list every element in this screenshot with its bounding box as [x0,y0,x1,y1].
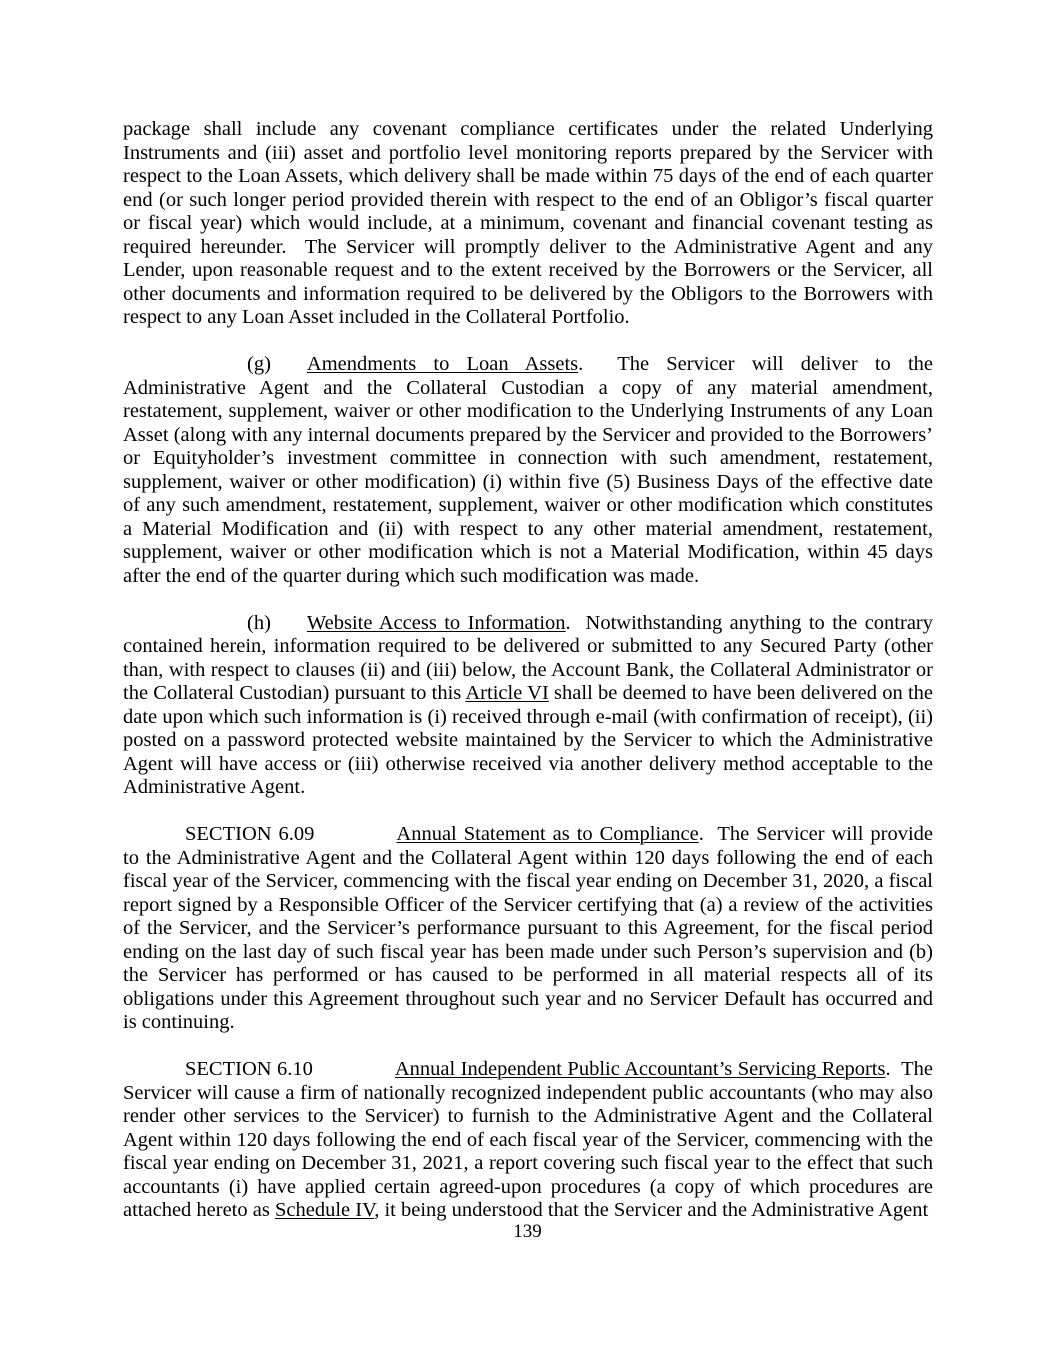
paragraph-clause-h [123,612,933,800]
paragraph-text: . The Servicer will cause a firm of nationally recognized independent public accountants (who may also render other services to the Servicer) to furnish to the Administrative Agent and the Collateral Agent within 120 days following the end of each fiscal year of the Servicer, commencing with the fiscal year ending on December 31, 2021, a report covering such fiscal year to the effect that such accountants (i) have applied certain agreed-upon procedures (a copy of which procedures are attached hereto as [123,1058,933,1221]
paragraph-clause-g [123,353,933,588]
article-vi-reference: Article VI [465,682,549,704]
paragraph-text: . Notwithstanding anything to the contrary contained herein, information required to be delivered or submitted to any Secured Party (other than, with respect to clauses (ii) and (iii) below, the Account Bank, the Collateral Administrator or the Collateral Custodian) pursuant to this [123,611,933,704]
clause-label: (g) [247,353,271,375]
clause-label: (h) [247,611,271,634]
section-label: SECTION 6.09 [185,823,315,845]
section-heading-annual-independent-public-accountants-servicing-reports: Annual Independent Public Accountant’s Servicing Reports [394,1058,886,1080]
paragraph-section-6-10 [123,1058,933,1223]
page-content [123,118,933,1246]
section-heading-annual-statement-as-to-compliance: Annual Statement as to Compliance [396,823,699,845]
paragraph-text: package shall include any covenant compliance certificates under the related Underlying Instruments and (iii) asset and portfolio level monitoring reports prepared by the Servicer with respect to the Loan Assets, which delivery shall be made within 75 days of the end of each quarter end (or such longer period provided therein with respect to the end of an Obligor’s fiscal quarter or fiscal year) which would include, at a minimum, covenant and financial covenant testing as required hereunder. The Servicer will promptly deliver to the Administrative Agent and any Lender, upon reasonable request and to the extent received by the Borrowers or the Servicer, all other documents and information required to be delivered by the Obligors to the Borrowers with respect to any Loan Asset included in the Collateral Portfolio. [123,118,933,328]
paragraph-continuation [123,118,933,330]
page-number: 139 [513,1221,542,1242]
schedule-iv-reference: Schedule IV [274,1199,375,1221]
paragraph-text: shall be deemed to have been delivered on the date upon which such information is (i) received through e-mail (with confirmation of receipt), (ii) posted on a password protected website maintained by the Servicer to which the Administrative Agent will have access or (iii) otherwise received via another delivery method acceptable to the Administrative Agent. [123,682,934,798]
paragraph-text: , it being understood that the Servicer and the Administrative Agent [374,1199,929,1221]
section-label: SECTION 6.10 [185,1058,313,1080]
paragraph-text: . The Servicer will provide to the Administrative Agent and the Collateral Agent within 120 days following the end of each fiscal year of the Servicer, commencing with the fiscal year ending on December 31, 2020, a fiscal report signed by a Responsible Officer of the Servicer certifying that (a) a review of the activities of the Servicer, and the Servicer’s performance pursuant to this Agreement, for the fiscal period ending on the last day of such fiscal year has been made under such Person’s supervision and (b) the Servicer has performed or has caused to be performed in all material respects all of its obligations under this Agreement throughout such year and no Servicer Default has occurred and is continuing. [123,823,933,1033]
clause-heading-website-access-to-information: Website Access to Information [306,611,566,634]
paragraph-text: . The Servicer will deliver to the Administrative Agent and the Collateral Custodian a copy of any material amendment, restatement, supplement, waiver or other modification to the Underlying Instruments of any Loan Asset (along with any internal documents prepared by the Servicer and provided to the Borrowers’ or Equityholder’s investment committee in connection with such amendment, restatement, supplement, waiver or other modification) (i) within five (5) Business Days of the effective date of any such amendment, restatement, supplement, waiver or other modification which constitutes a Material Modification and (ii) with respect to any other material amendment, restatement, supplement, waiver or other modification which is not a Material Modification, within 45 days after the end of the quarter during which such modification was made. [123,353,933,587]
clause-heading-amendments-to-loan-assets: Amendments to Loan Assets [306,353,579,375]
paragraph-section-6-09 [123,823,933,1035]
